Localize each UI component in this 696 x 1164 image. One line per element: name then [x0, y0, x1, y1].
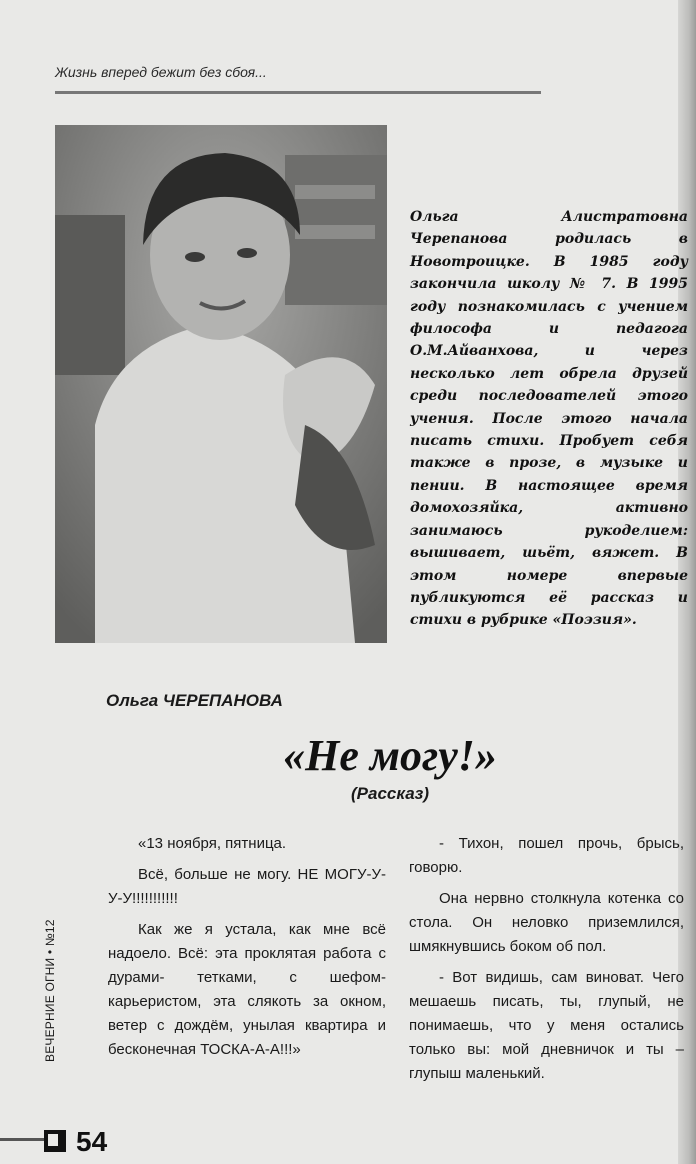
story-genre: (Рассказ) [351, 784, 429, 803]
footer-rule [0, 1138, 48, 1141]
paragraph: Всё, больше не могу. НЕ МОГУ-У-У-У!!!!!!!!!!! [108, 866, 386, 907]
story-title: «Не могу!» [283, 731, 497, 780]
magazine-side-label: ВЕЧЕРНИЕ ОГНИ • №12 [43, 919, 57, 1062]
author-bio: Ольга Алистратовна Черепанова родилась в Новотроицке. В 1985 году закончила школу № 7. В 1995 году познакомилась с учением философа и педагога О.М.Айванхова, и через несколько лет обрела друзей среди последователей этого учения. После этого начала писать стихи. Пробует себя также в прозе, в музыке и пении. В настоящее время домохозяйка, активно занимаюсь рукоделием: вышивает, шьёт, вяжет. В этом номере впервые публикуются её рассказ и стихи в рубрике «Поэзия». [410, 209, 688, 629]
author-photo [55, 125, 387, 643]
paragraph: Она нервно столкнула котенка со стола. Он неловко приземлился, шмякнувшись боком об пол. [409, 890, 684, 955]
paragraph: - Тихон, пошел прочь, брысь, говорю. [409, 835, 684, 876]
text-column-right [409, 832, 684, 1093]
header-rule [55, 91, 541, 94]
photo-background-figure [55, 215, 125, 375]
paragraph: - Вот видишь, сам виноват. Чего мешаешь писать, ты, глупый, не понимаешь, что у меня остались только вы: мой дневничок и ты – глупыш маленький. [409, 969, 684, 1082]
page-number: 54 [76, 1126, 108, 1157]
author-name: Ольга ЧЕРЕПАНОВА [106, 691, 283, 710]
page-number-mark-icon [44, 1130, 66, 1152]
running-head: Жизнь вперед бежит без сбоя... [55, 64, 267, 80]
paragraph: «13 ноября, пятница. [138, 835, 287, 852]
paragraph: Как же я устала, как мне всё надоело. Всё: эта проклятая работа с дурами- тетками, с шефом-карьеристом, эта слякоть за окном, ветер с дождём, унылая квартира и бесконечная ТОСКА-А-А!!!» [108, 921, 386, 1058]
text-column-left [108, 832, 386, 1069]
